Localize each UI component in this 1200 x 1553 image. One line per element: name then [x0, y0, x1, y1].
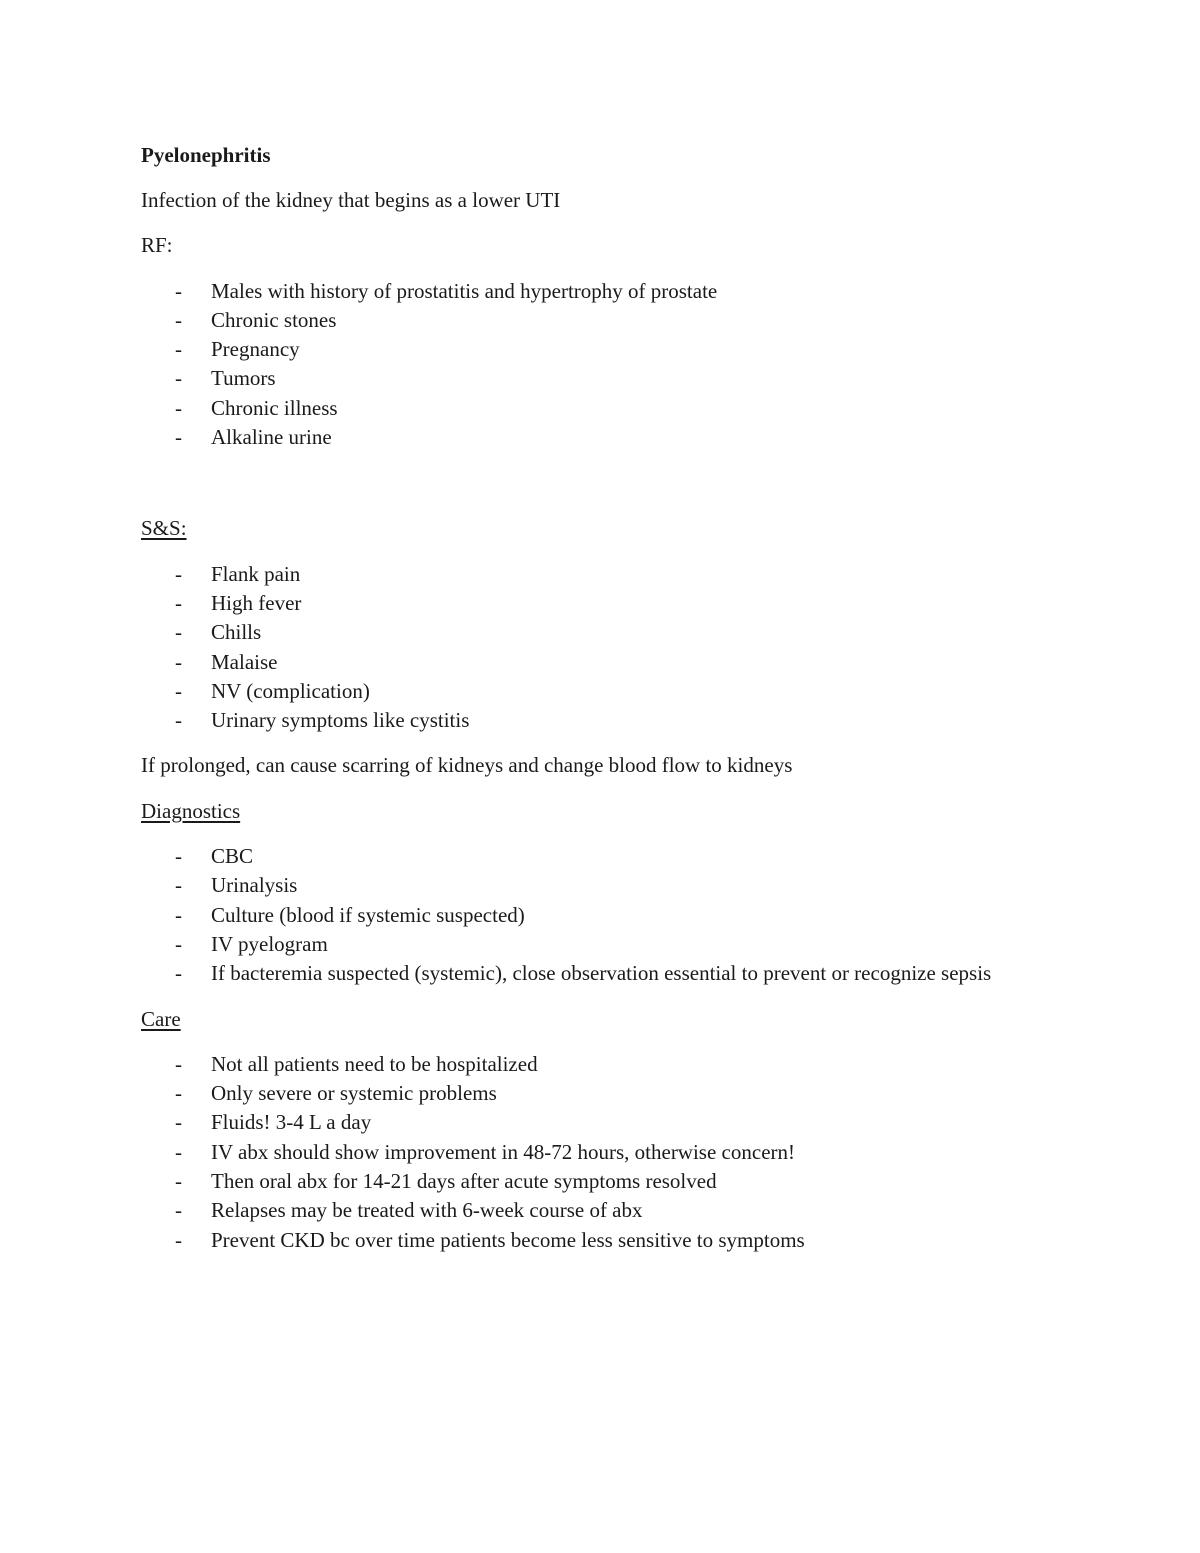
list-item [141, 706, 1041, 735]
list-item-text: Chronic stones [211, 307, 337, 332]
list-item-text: Pregnancy [211, 337, 300, 362]
document-title: Pyelonephritis [141, 143, 271, 167]
dash-bullet: - [175, 278, 182, 303]
list-item-text: Not all patients need to be hospitalized [211, 1051, 538, 1076]
list-item [141, 394, 1041, 423]
dash-bullet: - [175, 931, 182, 956]
list-item [141, 423, 1041, 452]
list-item-text: Relapses may be treated with 6-week course of abx [211, 1198, 643, 1223]
list-item-text: Tumors [211, 366, 276, 391]
list-item-text: Urinary symptoms like cystitis [211, 708, 470, 733]
list-item-text: Then oral abx for 14-21 days after acute symptoms resolved [211, 1169, 717, 1194]
list-item-text: Alkaline urine [211, 425, 332, 450]
dash-bullet: - [175, 1227, 182, 1252]
list-item-text: Prevent CKD bc over time patients become less sensitive to symptoms [211, 1227, 805, 1252]
list-item [141, 1226, 1041, 1255]
list-item-text: CBC [211, 844, 254, 869]
ss-heading-wrap [141, 514, 1041, 543]
list-item-text: Chills [211, 620, 262, 645]
dash-bullet: - [175, 1051, 182, 1076]
dash-bullet: - [175, 395, 182, 420]
dash-bullet: - [175, 425, 182, 450]
list-item-text: Malaise [211, 649, 278, 674]
dash-bullet: - [175, 561, 182, 586]
dash-bullet: - [175, 708, 182, 733]
list-item [141, 335, 1041, 364]
list-item [141, 364, 1041, 393]
list-item [141, 871, 1041, 900]
list-item [141, 1138, 1041, 1167]
list-item [141, 1196, 1041, 1225]
dash-bullet: - [175, 366, 182, 391]
list-item [141, 842, 1041, 871]
ss-heading: S&S: [141, 516, 187, 541]
list-item-text: IV abx should show improvement in 48-72 hours, otherwise concern! [211, 1139, 796, 1164]
dash-bullet: - [175, 590, 182, 615]
list-item [141, 1050, 1041, 1079]
list-item [141, 1079, 1041, 1108]
list-item-text: NV (complication) [211, 678, 370, 703]
list-item [141, 277, 1041, 306]
list-item-text: Males with history of prostatitis and hypertrophy of prostate [211, 278, 718, 303]
list-item-text: If bacteremia suspected (systemic), close observation essential to prevent or recognize sepsis [211, 961, 992, 986]
dash-bullet: - [175, 1081, 182, 1106]
dash-bullet: - [175, 337, 182, 362]
list-item [141, 1108, 1041, 1137]
list-item-text: IV pyelogram [211, 931, 328, 956]
dash-bullet: - [175, 1169, 182, 1194]
list-item [141, 618, 1041, 647]
rf-heading: RF: [141, 233, 173, 258]
dash-bullet: - [175, 902, 182, 927]
list-item [141, 1167, 1041, 1196]
ss-list [141, 560, 1041, 736]
diagnostics-heading-wrap [141, 797, 1041, 826]
list-item-text: Flank pain [211, 561, 301, 586]
dash-bullet: - [175, 1139, 182, 1164]
list-item-text: Only severe or systemic problems [211, 1081, 497, 1106]
list-item [141, 959, 1041, 988]
diagnostics-heading: Diagnostics [141, 798, 241, 823]
list-item-text: Urinalysis [211, 873, 298, 898]
list-item [141, 648, 1041, 677]
document-page [141, 141, 1041, 1271]
list-item [141, 901, 1041, 930]
list-item-text: High fever [211, 590, 302, 615]
dash-bullet: - [175, 961, 182, 986]
dash-bullet: - [175, 1198, 182, 1223]
list-item [141, 306, 1041, 335]
care-heading-wrap [141, 1005, 1041, 1034]
list-item-text: Fluids! 3-4 L a day [211, 1110, 372, 1135]
list-item [141, 930, 1041, 959]
dash-bullet: - [175, 620, 182, 645]
care-heading: Care [141, 1006, 181, 1031]
prolonged-note: If prolonged, can cause scarring of kidneys and change blood flow to kidneys [141, 753, 793, 778]
list-item-text: Chronic illness [211, 395, 338, 420]
list-item [141, 677, 1041, 706]
dash-bullet: - [175, 844, 182, 869]
list-item [141, 589, 1041, 618]
rf-list [141, 277, 1041, 453]
list-item-text: Culture (blood if systemic suspected) [211, 902, 525, 927]
diagnostics-list [141, 842, 1041, 988]
dash-bullet: - [175, 307, 182, 332]
dash-bullet: - [175, 873, 182, 898]
section-spacer [141, 468, 1041, 514]
care-list [141, 1050, 1041, 1255]
intro-paragraph: Infection of the kidney that begins as a lower UTI [141, 188, 561, 212]
list-item [141, 560, 1041, 589]
dash-bullet: - [175, 1110, 182, 1135]
dash-bullet: - [175, 649, 182, 674]
dash-bullet: - [175, 678, 182, 703]
